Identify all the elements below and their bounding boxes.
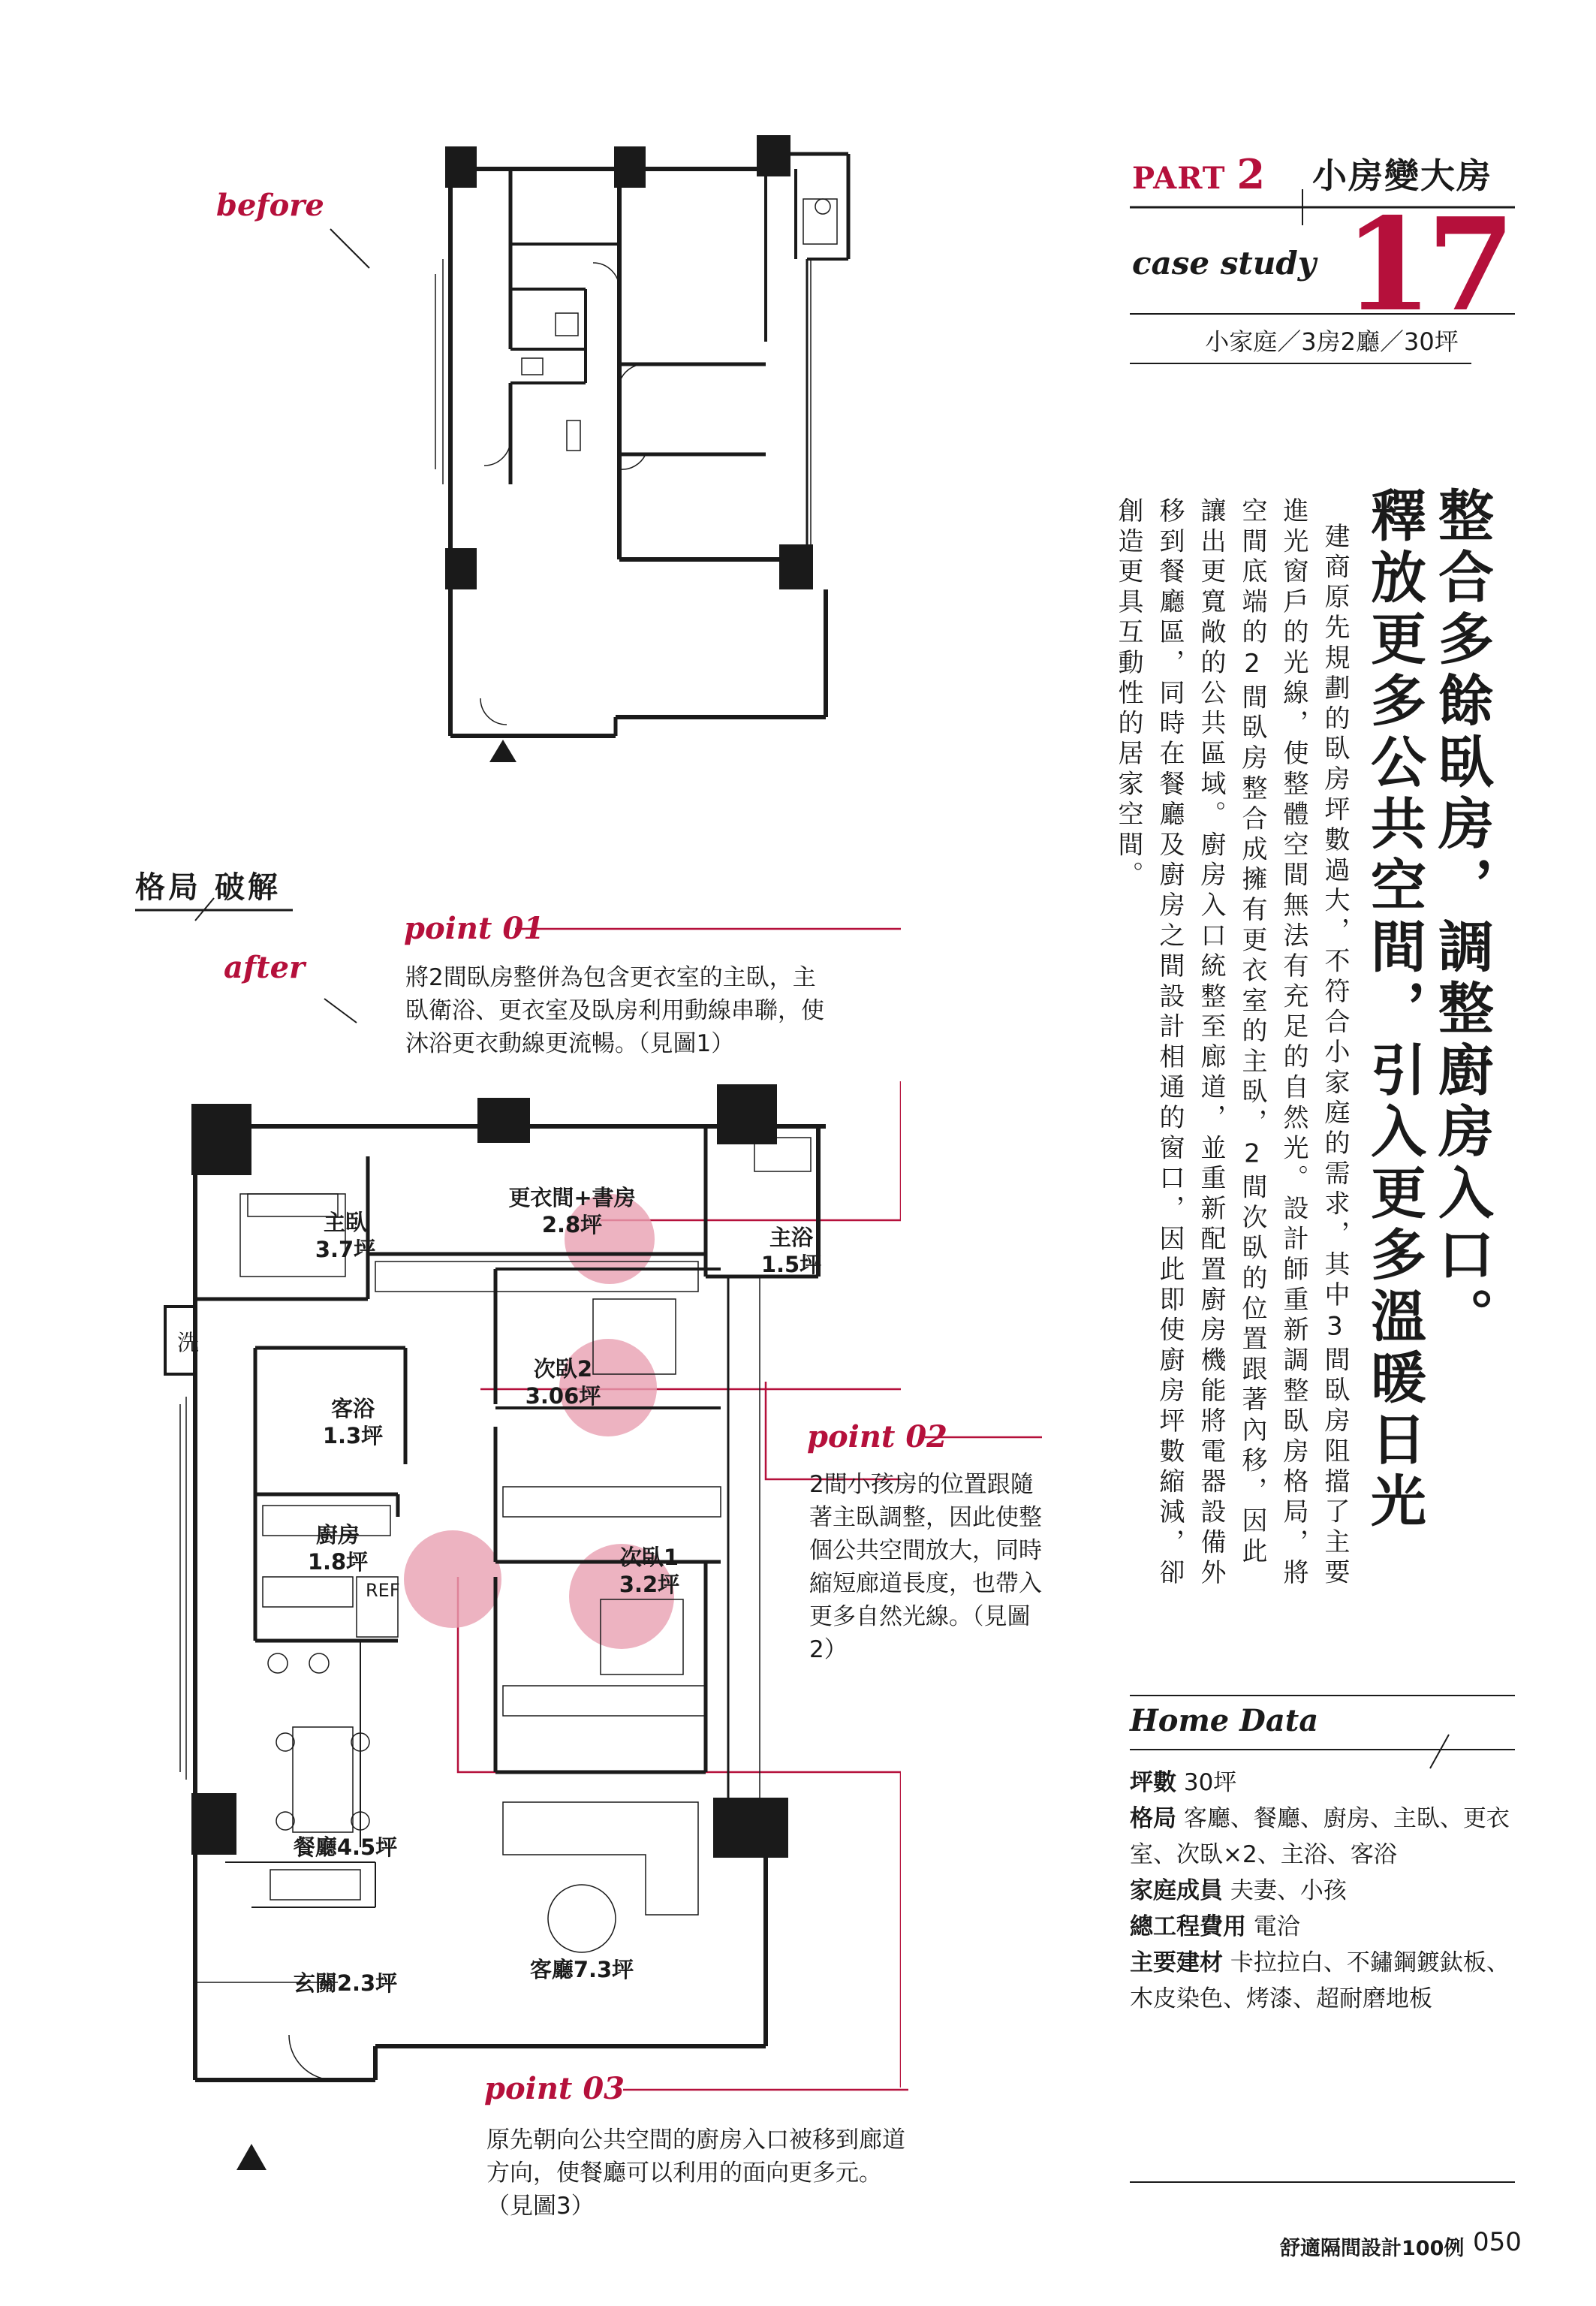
footer-book-title: 舒適隔間設計100例: [1280, 2237, 1465, 2260]
room-closet-study: 更衣間+書房 2.8坪: [508, 1185, 636, 1237]
room-bedroom-2: 次臥2 3.06坪: [525, 1356, 601, 1409]
room-dining: 餐廳4.5坪: [293, 1834, 398, 1860]
page-number: 050: [1473, 2227, 1522, 2257]
point-01-label: point 01: [404, 911, 544, 946]
point-02-text: 2間小孩房的位置跟隨著主臥調整，因此使整個公共空間放大，同時縮短廊道長度，也帶入更多自然光線。（見圖2）: [809, 1471, 1042, 1663]
before-label: before: [216, 188, 324, 223]
room-master-bath: 主浴 1.5坪: [760, 1225, 822, 1277]
section-title: 小房變大房: [1312, 155, 1492, 196]
after-label: after: [224, 950, 306, 985]
case-tags: 小家庭／3房2廳／30坪: [1205, 327, 1459, 356]
layout-title: 格局 破解: [135, 870, 281, 905]
fridge-label: REF: [366, 1580, 400, 1601]
room-entry: 玄關2.3坪: [293, 1970, 398, 1996]
room-kitchen: 廚房 1.8坪: [307, 1522, 369, 1575]
room-guest-bath: 客浴 1.3坪: [322, 1396, 384, 1448]
home-data-row: 總工程費用 電洽: [1130, 1913, 1300, 1940]
body-text: 建商原先規劃的臥房坪數過大，不符合小家庭的需求，其中3間臥房阻擋了主要進光窗戶的光線，使整體空間無法有充足的自然光。設計師重新調整臥房格局，將空間底端的2間臥房整合成擁有更衣室的主臥，2間次臥的位置跟著內移，因此讓出更寬敞的公共區域。廚房入口統整至廊道，並重新配置廚房機能將電器設備外移到餐廳區，同時在餐廳及廚房之間設計相通的窗口，因此即使廚房坪數縮減，卻創造更具互動性的居家空間。: [1113, 497, 1350, 1590]
home-data-title: Home Data: [1130, 1703, 1319, 1738]
room-living: 客廳7.3坪: [529, 1957, 634, 1982]
point-01-text: 將2間臥房整併為包含更衣室的主臥，主臥衛浴、更衣室及臥房利用動線串聯，使沐浴更衣動線更流暢。（見圖1）: [405, 964, 824, 1057]
home-data-row: 格局 客廳、餐廳、廚房、主臥、更衣室、次臥×2、主浴、客浴: [1130, 1805, 1510, 1868]
headline-line-2: 釋放更多公共空間，引入更多溫暖日光: [1362, 487, 1426, 1533]
headline-line-1: 整合多餘臥房，調整廚房入口。: [1429, 487, 1494, 1349]
home-data-list: [1130, 1765, 1516, 2017]
room-bedroom-1: 次臥1 3.2坪: [619, 1545, 680, 1597]
case-study-label: case study: [1132, 245, 1317, 282]
home-data-row: 主要建材 卡拉拉白、不鏽鋼鍍鈦板、木皮染色、烤漆、超耐磨地板: [1130, 1949, 1510, 2012]
home-data-row: 家庭成員 夫妻、小孩: [1130, 1877, 1347, 1904]
washer-label: 洗: [177, 1330, 200, 1355]
point-03-text: 原先朝向公共空間的廚房入口被移到廊道方向，使餐廳可以利用的面向更多元。（見圖3）: [486, 2127, 905, 2220]
before-floor-plan: [420, 124, 856, 777]
home-data-row: 坪數 30坪: [1130, 1769, 1237, 1796]
room-master-bedroom: 主臥 3.7坪: [315, 1210, 376, 1262]
part-label: PART 2: [1132, 150, 1266, 198]
case-number: 17: [1344, 190, 1510, 340]
point-02-label: point 02: [807, 1419, 947, 1454]
point-03-label: point 03: [484, 2071, 625, 2106]
